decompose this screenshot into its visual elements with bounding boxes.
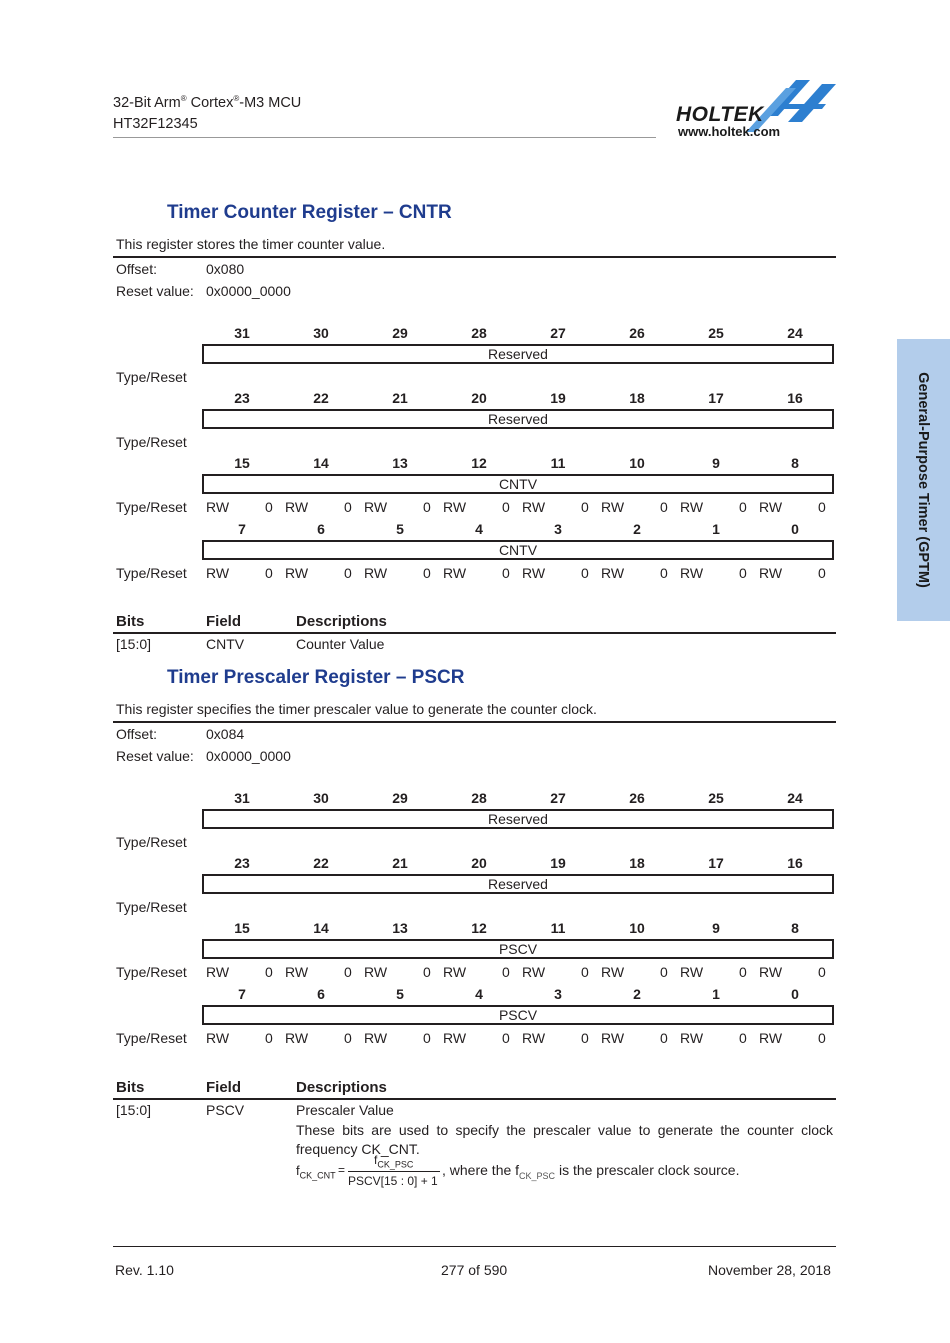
- table-rule: [113, 1098, 836, 1100]
- access-type: RW: [206, 499, 230, 515]
- reset-value-bit: 0: [739, 565, 747, 581]
- logo-url: www.holtek.com: [678, 124, 781, 139]
- table-cell-desc: Counter Value: [296, 636, 385, 652]
- access-type: RW: [601, 964, 625, 980]
- bit-number: 3: [554, 521, 562, 537]
- bit-number: 25: [708, 325, 724, 341]
- reset-value-bit: 0: [265, 499, 273, 515]
- bit-number: 22: [313, 855, 329, 871]
- section-rule: [113, 721, 836, 723]
- bit-number: 30: [313, 325, 329, 341]
- access-type: RW: [680, 1030, 704, 1046]
- access-type: RW: [759, 565, 783, 581]
- bit-number: 7: [238, 986, 246, 1002]
- holtek-logo: [676, 74, 838, 140]
- type-reset-label: Type/Reset: [116, 834, 187, 850]
- register-field-box: CNTV: [202, 474, 834, 494]
- reset-value-bit: 0: [581, 499, 589, 515]
- logo-wordmark: HOLTEK: [676, 103, 764, 126]
- access-type: RW: [364, 1030, 388, 1046]
- bit-number: 5: [396, 986, 404, 1002]
- bit-number: 12: [471, 455, 487, 471]
- type-reset-label: Type/Reset: [116, 964, 187, 980]
- footer-page-number: 277 of 590: [441, 1262, 508, 1278]
- access-type: RW: [285, 964, 309, 980]
- bit-number: 2: [633, 986, 641, 1002]
- bit-number: 24: [787, 325, 803, 341]
- formula-fraction-bar: [348, 1171, 440, 1172]
- bit-number: 23: [234, 855, 250, 871]
- bit-number: 21: [392, 390, 408, 406]
- bit-number: 16: [787, 390, 803, 406]
- reset-value-bit: 0: [502, 964, 510, 980]
- register-field-box: Reserved: [202, 409, 834, 429]
- reset-value-bit: 0: [818, 1030, 826, 1046]
- bit-number: 18: [629, 855, 645, 871]
- bit-number: 9: [712, 920, 720, 936]
- bit-number: 26: [629, 790, 645, 806]
- reset-value-bit: 0: [344, 565, 352, 581]
- table-cell-field: CNTV: [206, 636, 245, 652]
- reset-value-bit: 0: [581, 565, 589, 581]
- access-type: RW: [522, 565, 546, 581]
- reset-value-bit: 0: [502, 565, 510, 581]
- reset-value-bit: 0: [818, 499, 826, 515]
- bit-number: 1: [712, 521, 720, 537]
- bit-number: 10: [629, 455, 645, 471]
- access-type: RW: [759, 964, 783, 980]
- reset-value-bit: 0: [739, 499, 747, 515]
- reset-value: 0x0000_0000: [206, 283, 291, 299]
- reset-value-bit: 0: [344, 964, 352, 980]
- reset-value: 0x0000_0000: [206, 748, 291, 764]
- bit-number: 1: [712, 986, 720, 1002]
- bit-number: 12: [471, 920, 487, 936]
- bit-number: 2: [633, 521, 641, 537]
- type-reset-label: Type/Reset: [116, 434, 187, 450]
- section-description: This register stores the timer counter value.: [116, 236, 386, 252]
- access-type: RW: [601, 565, 625, 581]
- bit-number: 19: [550, 390, 566, 406]
- access-type: RW: [285, 1030, 309, 1046]
- access-type: RW: [206, 565, 230, 581]
- reset-value-bit: 0: [739, 964, 747, 980]
- bit-number: 23: [234, 390, 250, 406]
- bit-number: 11: [550, 920, 566, 936]
- bit-number: 27: [550, 790, 566, 806]
- reset-value-bit: 0: [660, 499, 668, 515]
- reset-value-bit: 0: [423, 1030, 431, 1046]
- reset-value-bit: 0: [502, 499, 510, 515]
- offset-label: Offset:: [116, 261, 157, 277]
- table-header-bits: Bits: [116, 613, 145, 630]
- bit-number: 29: [392, 790, 408, 806]
- bit-number: 6: [317, 986, 325, 1002]
- table-header-descriptions: Descriptions: [296, 613, 387, 630]
- footer-date: November 28, 2018: [708, 1262, 831, 1278]
- formula-numerator: $f_{CK\_PSC}$: [374, 1153, 414, 1170]
- reset-value-bit: 0: [265, 565, 273, 581]
- bit-number: 25: [708, 790, 724, 806]
- table-rule: [113, 632, 836, 634]
- bit-number: 14: [313, 920, 329, 936]
- bit-number: 21: [392, 855, 408, 871]
- section-title: Timer Prescaler Register – PSCR: [167, 667, 465, 688]
- bit-number: 8: [791, 920, 799, 936]
- bit-number: 26: [629, 325, 645, 341]
- reset-value-bit: 0: [344, 499, 352, 515]
- reset-value-bit: 0: [581, 1030, 589, 1046]
- bit-number: 0: [791, 521, 799, 537]
- reset-value-bit: 0: [265, 964, 273, 980]
- access-type: RW: [364, 499, 388, 515]
- access-type: RW: [285, 499, 309, 515]
- reset-value-bit: 0: [265, 1030, 273, 1046]
- bit-number: 16: [787, 855, 803, 871]
- offset-label: Offset:: [116, 726, 157, 742]
- bit-number: 4: [475, 986, 483, 1002]
- type-reset-label: Type/Reset: [116, 899, 187, 915]
- type-reset-label: Type/Reset: [116, 499, 187, 515]
- access-type: RW: [759, 499, 783, 515]
- access-type: RW: [522, 1030, 546, 1046]
- access-type: RW: [206, 964, 230, 980]
- bit-number: 24: [787, 790, 803, 806]
- bit-number: 30: [313, 790, 329, 806]
- access-type: RW: [443, 964, 467, 980]
- bit-number: 8: [791, 455, 799, 471]
- reset-value-bit: 0: [581, 964, 589, 980]
- bit-number: 28: [471, 325, 487, 341]
- bit-number: 11: [550, 455, 566, 471]
- offset-value: 0x080: [206, 261, 245, 277]
- access-type: RW: [680, 964, 704, 980]
- header-rule: [113, 137, 656, 138]
- access-type: RW: [759, 1030, 783, 1046]
- table-cell-desc-line2: These bits are used to specify the prescaler value to generate the counter clock: [296, 1122, 833, 1138]
- register-field-box: PSCV: [202, 939, 834, 959]
- bit-number: 20: [471, 855, 487, 871]
- bit-number: 18: [629, 390, 645, 406]
- bit-number: 7: [238, 521, 246, 537]
- reset-value-bit: 0: [818, 964, 826, 980]
- table-cell-desc-line3: frequency CK_CNT.: [296, 1141, 420, 1157]
- header-product: 32-Bit Arm® Cortex®-M3 MCU: [113, 94, 302, 111]
- bit-number: 3: [554, 986, 562, 1002]
- register-field-box: Reserved: [202, 809, 834, 829]
- reset-value-bit: 0: [818, 565, 826, 581]
- formula-eq: =: [338, 1163, 346, 1177]
- section-description: This register specifies the timer prescaler value to generate the counter clock.: [116, 701, 597, 717]
- reset-value-bit: 0: [423, 565, 431, 581]
- section-title: Timer Counter Register – CNTR: [167, 202, 452, 223]
- table-header-field: Field: [206, 613, 242, 630]
- offset-value: 0x084: [206, 726, 245, 742]
- access-type: RW: [443, 499, 467, 515]
- bit-number: 19: [550, 855, 566, 871]
- access-type: RW: [522, 499, 546, 515]
- type-reset-label: Type/Reset: [116, 1030, 187, 1046]
- reset-value-bit: 0: [423, 499, 431, 515]
- section-rule: [113, 256, 836, 258]
- reset-value-bit: 0: [660, 565, 668, 581]
- access-type: RW: [601, 1030, 625, 1046]
- table-cell-desc: Prescaler Value: [296, 1102, 394, 1118]
- type-reset-label: Type/Reset: [116, 369, 187, 385]
- reset-value-bit: 0: [660, 964, 668, 980]
- register-field-box: Reserved: [202, 344, 834, 364]
- bit-number: 17: [708, 855, 724, 871]
- bit-number: 14: [313, 455, 329, 471]
- bit-number: 10: [629, 920, 645, 936]
- reset-label: Reset value:: [116, 283, 194, 299]
- table-header-field: Field: [206, 1079, 242, 1096]
- bit-number: 4: [475, 521, 483, 537]
- table-cell-bits: [15:0]: [116, 1102, 152, 1118]
- access-type: RW: [285, 565, 309, 581]
- side-tab-label: General-Purpose Timer (GPTM): [915, 372, 931, 588]
- footer-revision: Rev. 1.10: [115, 1262, 174, 1278]
- register-field-box: PSCV: [202, 1005, 834, 1025]
- bit-number: 20: [471, 390, 487, 406]
- access-type: RW: [443, 1030, 467, 1046]
- access-type: RW: [206, 1030, 230, 1046]
- bit-number: 9: [712, 455, 720, 471]
- formula: [296, 1155, 756, 1195]
- side-tab: [897, 339, 950, 621]
- bit-number: 15: [234, 455, 250, 471]
- access-type: RW: [601, 499, 625, 515]
- bit-number: 28: [471, 790, 487, 806]
- bit-number: 17: [708, 390, 724, 406]
- register-field-box: CNTV: [202, 540, 834, 560]
- bit-number: 0: [791, 986, 799, 1002]
- access-type: RW: [522, 964, 546, 980]
- reset-value-bit: 0: [423, 964, 431, 980]
- reset-value-bit: 0: [660, 1030, 668, 1046]
- access-type: RW: [443, 565, 467, 581]
- bit-number: 27: [550, 325, 566, 341]
- header-part-number: HT32F12345: [113, 116, 198, 132]
- bit-number: 31: [234, 790, 250, 806]
- table-header-bits: Bits: [116, 1079, 145, 1096]
- bit-number: 15: [234, 920, 250, 936]
- reset-value-bit: 0: [344, 1030, 352, 1046]
- table-header-descriptions: Descriptions: [296, 1079, 387, 1096]
- type-reset-label: Type/Reset: [116, 565, 187, 581]
- bit-number: 22: [313, 390, 329, 406]
- reset-label: Reset value:: [116, 748, 194, 764]
- table-cell-field: PSCV: [206, 1102, 245, 1118]
- formula-lhs: $f_{CK\_CNT}$: [296, 1163, 336, 1181]
- footer-rule: [113, 1246, 836, 1247]
- bit-number: 29: [392, 325, 408, 341]
- access-type: RW: [364, 964, 388, 980]
- access-type: RW: [680, 499, 704, 515]
- reset-value-bit: 0: [739, 1030, 747, 1046]
- table-cell-bits: [15:0]: [116, 636, 152, 652]
- register-field-box: Reserved: [202, 874, 834, 894]
- bit-number: 13: [392, 920, 408, 936]
- formula-explanation: , where the $f_{CK\_PSC}$ is the prescaler clock source.: [442, 1162, 740, 1181]
- bit-number: 5: [396, 521, 404, 537]
- bit-number: 13: [392, 455, 408, 471]
- access-type: RW: [364, 565, 388, 581]
- reset-value-bit: 0: [502, 1030, 510, 1046]
- formula-denominator: PSCV[15 : 0] + 1: [348, 1174, 438, 1188]
- access-type: RW: [680, 565, 704, 581]
- bit-number: 6: [317, 521, 325, 537]
- bit-number: 31: [234, 325, 250, 341]
